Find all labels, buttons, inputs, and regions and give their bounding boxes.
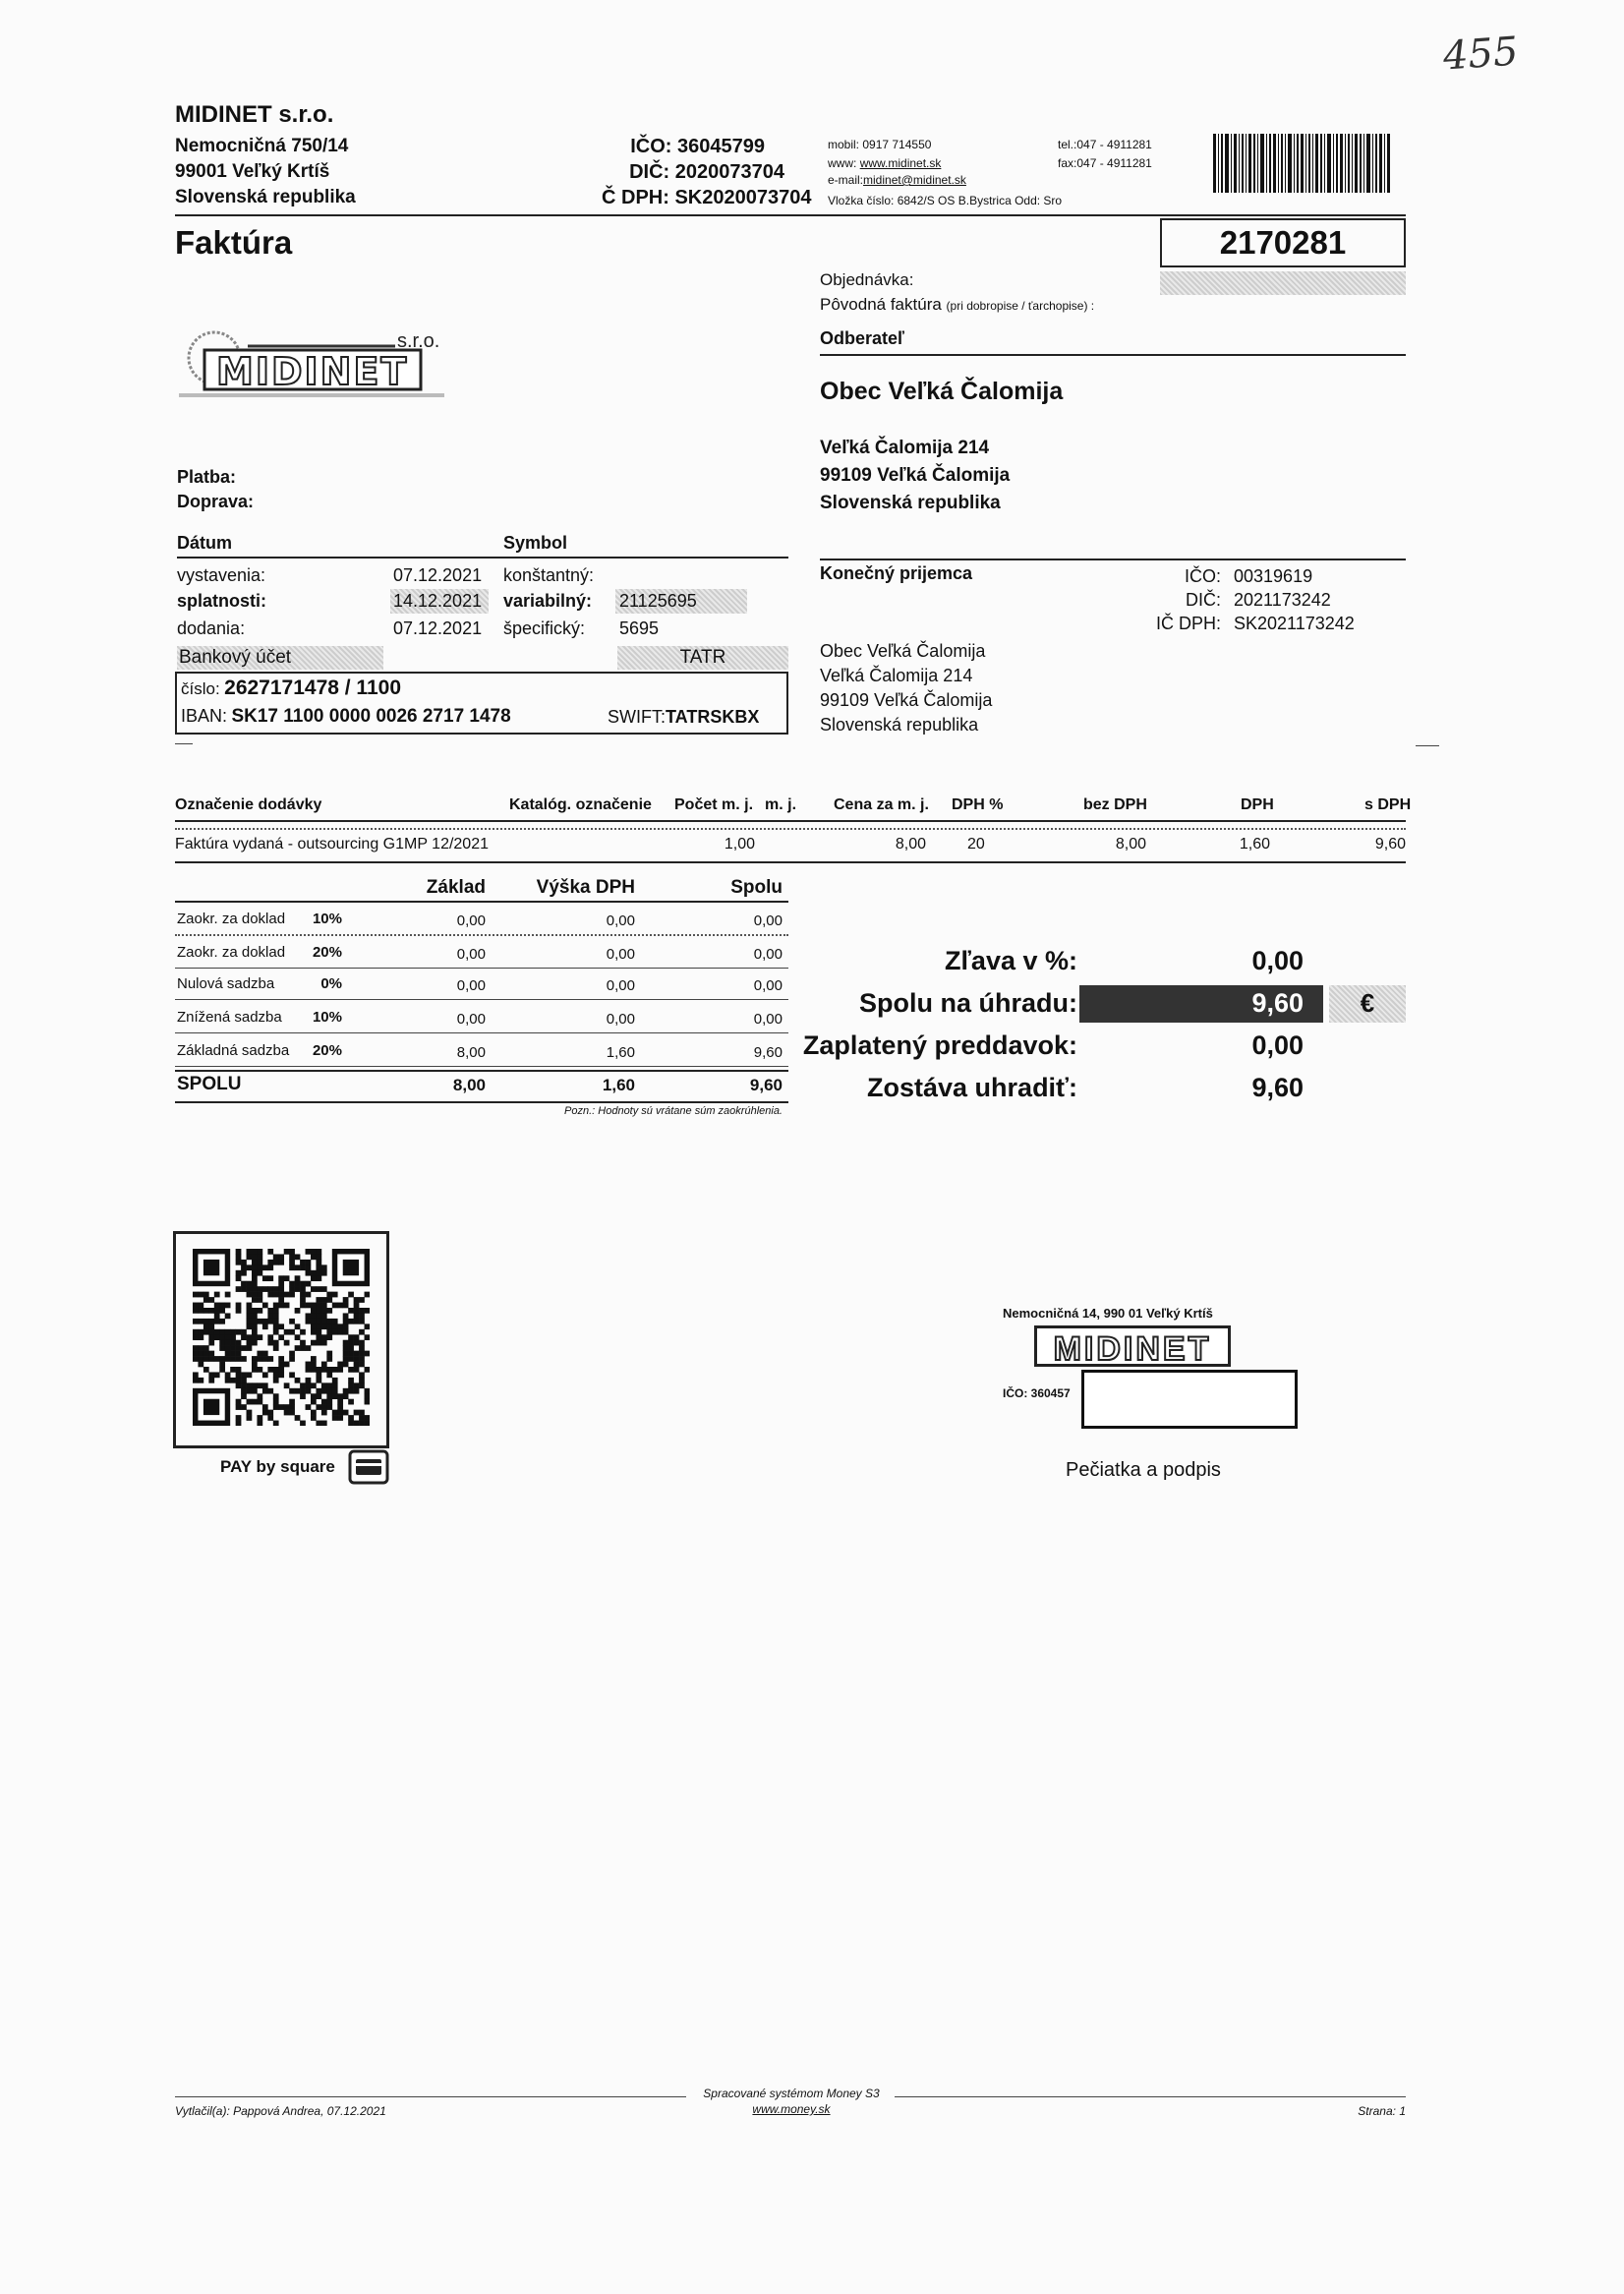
vat-row-total: 0,00 xyxy=(753,946,783,963)
zostava-value: 9,60 xyxy=(1251,1073,1304,1102)
vat-row xyxy=(0,905,806,936)
footer-page: Strana: 1 xyxy=(1358,2104,1406,2118)
spolu-value: 9,60 xyxy=(1251,988,1304,1018)
vat-row-base: 0,00 xyxy=(456,977,486,994)
zlava-label: Zľava v %: xyxy=(945,946,1077,975)
vat-total-rule xyxy=(175,1070,788,1072)
barcode xyxy=(1213,134,1390,193)
item-qty: 1,00 xyxy=(724,836,755,853)
vat-row-base: 0,00 xyxy=(456,1011,486,1028)
supplier-tel: tel.:047 - 4911281 xyxy=(1058,138,1152,151)
dodania-label: dodania: xyxy=(177,618,246,638)
bank-swift-label: SWIFT: xyxy=(608,707,666,727)
supplier-country: Slovenská republika xyxy=(175,187,356,207)
bank-iban-label: IBAN: xyxy=(181,706,228,726)
vat-row-vat: 0,00 xyxy=(606,946,635,963)
items-header-dots xyxy=(175,828,1406,830)
item-gross: 9,60 xyxy=(1374,836,1406,853)
vat-row-rule xyxy=(175,1032,788,1033)
vat-row-vat: 0,00 xyxy=(606,912,635,929)
stamp-logo-box xyxy=(1034,1325,1231,1367)
vat-row xyxy=(0,1003,806,1034)
bank-swift: TATRSKBX xyxy=(666,707,760,727)
vat-total-base: 8,00 xyxy=(452,1076,486,1094)
items-header-gross: s DPH xyxy=(1364,796,1412,813)
recipient-rule xyxy=(820,559,1406,560)
currency: € xyxy=(1360,988,1375,1018)
footer-rule-left xyxy=(175,2096,686,2097)
supplier-city: 99001 Veľký Krtíš xyxy=(175,161,330,182)
vat-row-base: 0,00 xyxy=(456,946,486,963)
vat-header-total: Spolu xyxy=(730,877,783,898)
invoice-number: 2170281 xyxy=(1219,224,1347,261)
supplier-www-row xyxy=(828,156,941,170)
items-bottom-rule xyxy=(175,861,1406,863)
recipient-dic-label: DIČ: xyxy=(1186,590,1221,610)
vat-row-rate: 20% xyxy=(312,1042,342,1059)
header-rule xyxy=(175,214,1406,216)
logo-suffix: s.r.o. xyxy=(397,330,440,352)
stamp-address: Nemocničná 14, 990 01 Veľký Krtíš xyxy=(1003,1306,1213,1321)
recipient-dic: 2021173242 xyxy=(1234,590,1331,610)
vat-row-rate: 10% xyxy=(312,911,342,927)
recipient-icdph: SK2021173242 xyxy=(1234,614,1355,633)
stamp-logo: MIDINET xyxy=(1034,1325,1231,1367)
items-header-vatpct: DPH % xyxy=(952,796,1004,813)
recipient-city: 99109 Veľká Čalomija xyxy=(820,690,993,710)
www-link[interactable]: www.midinet.sk xyxy=(859,156,942,170)
vat-row xyxy=(0,1036,806,1068)
stamp-caption: Pečiatka a podpis xyxy=(1066,1459,1221,1481)
platba-label: Platba: xyxy=(177,467,237,487)
footer-system: Spracované systémom Money S3 xyxy=(703,2087,880,2100)
odberatel-label: Odberateľ xyxy=(820,328,904,348)
items-header-net: bez DPH xyxy=(1083,796,1147,813)
odberatel-rule xyxy=(820,354,1406,356)
vat-row-label: Znížená sadzba xyxy=(177,1009,282,1026)
bank-cislo: 2627171478 / 1100 xyxy=(224,676,401,699)
recipient-street: Veľká Čalomija 214 xyxy=(820,666,973,685)
splatnosti-value: 14.12.2021 xyxy=(393,591,483,611)
preddavok-value: 0,00 xyxy=(1251,1030,1304,1060)
side-tick xyxy=(1416,745,1439,746)
povodna-row xyxy=(820,295,1094,315)
vat-row-label: Základná sadzba xyxy=(177,1042,290,1059)
vat-row-label: Zaokr. za doklad xyxy=(177,944,286,961)
dodania-value: 07.12.2021 xyxy=(393,618,483,638)
recipient-ico: 00319619 xyxy=(1234,566,1313,586)
odberatel-street: Veľká Čalomija 214 xyxy=(820,438,990,458)
vat-row-label: Nulová sadzba xyxy=(177,975,275,992)
supplier-dic: DIČ: 2020073704 xyxy=(629,161,784,183)
recipient-country: Slovenská republika xyxy=(820,715,979,735)
povodna-note: (pri dobropise / ťarchopise) : xyxy=(946,299,1095,313)
zostava-label: Zostáva uhradiť: xyxy=(867,1073,1077,1102)
items-header-catalog: Katalóg. označenie xyxy=(509,796,652,813)
vat-row-label: Zaokr. za doklad xyxy=(177,911,286,927)
povodna-label: Pôvodná faktúra xyxy=(820,295,942,314)
footer-rule-right xyxy=(895,2096,1406,2097)
datum-label: Dátum xyxy=(177,533,233,553)
supplier-street: Nemocničná 750/14 xyxy=(175,136,349,156)
specificky-value: 5695 xyxy=(619,618,660,638)
odberatel-country: Slovenská republika xyxy=(820,493,1001,513)
www-label: www: xyxy=(828,156,857,170)
recipient-label: Konečný prijemca xyxy=(820,563,973,583)
recipient-icdph-label: IČ DPH: xyxy=(1155,614,1221,633)
invoice-number-box xyxy=(1160,218,1406,267)
vat-note: Pozn.: Hodnoty sú vrátane súm zaokrúhlenia. xyxy=(564,1105,783,1117)
vat-row-total: 0,00 xyxy=(753,1011,783,1028)
items-header-rule xyxy=(175,820,1406,822)
card-icon xyxy=(348,1449,389,1485)
bank-cislo-label: číslo: xyxy=(181,679,220,698)
supplier-fax: fax:047 - 4911281 xyxy=(1058,156,1152,170)
supplier-email-row xyxy=(828,173,966,187)
vystavenia-label: vystavenia: xyxy=(177,565,266,585)
specificky-label: špecifický: xyxy=(503,618,586,638)
vat-row-total: 9,60 xyxy=(753,1044,783,1061)
supplier-vlozka: Vložka číslo: 6842/S OS B.Bystrica Odd: Sro xyxy=(828,194,1063,207)
vat-row xyxy=(0,970,806,1001)
qr-bottom-rule xyxy=(173,1445,389,1448)
item-net: 8,00 xyxy=(1115,836,1146,853)
item-price: 8,00 xyxy=(895,836,926,853)
vat-row-rule xyxy=(175,1066,788,1067)
dates-rule xyxy=(177,557,788,559)
vat-row-base: 8,00 xyxy=(456,1044,486,1061)
supplier-name: MIDINET s.r.o. xyxy=(175,101,334,128)
invoice-title: Faktúra xyxy=(175,224,293,261)
item-desc: Faktúra vydaná - outsourcing G1MP 12/2021 xyxy=(175,836,489,853)
odberatel-name: Obec Veľká Čalomija xyxy=(820,378,1064,405)
items-header-price: Cena za m. j. xyxy=(834,796,929,813)
vat-row-rate: 10% xyxy=(312,1009,342,1026)
bank-iban-row xyxy=(181,706,511,728)
items-header-vat: DPH xyxy=(1241,796,1274,813)
preddavok-label: Zaplatený preddavok: xyxy=(802,1030,1077,1060)
bank-code: TATR xyxy=(679,647,726,668)
vat-total-vat: 1,60 xyxy=(602,1076,635,1094)
supplier-mobil: mobil: 0917 714550 xyxy=(828,138,932,151)
vat-row-rate: 20% xyxy=(312,944,342,961)
items-header-unit: m. j. xyxy=(765,796,797,813)
vat-row-rule xyxy=(175,934,788,936)
table-row xyxy=(0,834,1624,859)
doprava-label: Doprava: xyxy=(177,492,255,511)
symbol-label: Symbol xyxy=(503,533,568,553)
vat-row-rule xyxy=(175,968,788,969)
vat-row-total: 0,00 xyxy=(753,977,783,994)
vat-row-vat: 0,00 xyxy=(606,977,635,994)
vat-total-label: SPOLU xyxy=(177,1074,242,1094)
footer-system-url[interactable]: www.money.sk xyxy=(752,2102,831,2116)
item-vatpct: 20 xyxy=(967,836,985,853)
bank-label: Bankový účet xyxy=(179,647,292,668)
bank-iban: SK17 1100 0000 0026 2717 1478 xyxy=(231,706,511,727)
odberatel-city: 99109 Veľká Čalomija xyxy=(820,465,1011,486)
handwritten-note: 455 xyxy=(1441,29,1520,80)
items-header-qty: Počet m. j. xyxy=(674,796,754,813)
email-label: e-mail: xyxy=(828,173,864,187)
recipient-name: Obec Veľká Čalomija xyxy=(820,641,986,661)
objednavka-label: Objednávka: xyxy=(820,270,914,289)
items-header-desc: Označenie dodávky xyxy=(175,796,322,813)
bank-swift-row xyxy=(608,707,759,728)
item-vat: 1,60 xyxy=(1239,836,1270,853)
vat-total-total: 9,60 xyxy=(749,1076,783,1094)
supplier-ico: IČO: 36045799 xyxy=(630,136,765,157)
email-link[interactable]: midinet@midinet.sk xyxy=(863,173,966,187)
vat-row-vat: 1,60 xyxy=(606,1044,635,1061)
variabilny-label: variabilný: xyxy=(503,591,593,611)
vat-row xyxy=(0,938,806,970)
bank-cislo-row xyxy=(181,676,401,700)
vat-row-rule xyxy=(175,999,788,1000)
vystavenia-value: 07.12.2021 xyxy=(393,565,483,585)
vat-row-total: 0,00 xyxy=(753,912,783,929)
vat-row-vat: 0,00 xyxy=(606,1011,635,1028)
recipient-ico-label: IČO: xyxy=(1184,566,1221,586)
vat-row-base: 0,00 xyxy=(456,912,486,929)
vat-header-rule xyxy=(175,901,788,903)
variabilny-value: 21125695 xyxy=(619,591,697,611)
supplier-icdph: Č DPH: SK2020073704 xyxy=(602,187,812,208)
spolu-label: Spolu na úhradu: xyxy=(859,988,1077,1018)
vat-total-bottom-rule xyxy=(175,1101,788,1103)
konstantny-label: konštantný: xyxy=(503,565,595,585)
logo-text: MIDINET xyxy=(216,350,409,393)
company-logo xyxy=(179,324,454,399)
side-tick-left xyxy=(175,743,193,744)
signature-box[interactable] xyxy=(1081,1370,1298,1429)
vat-row-rate: 0% xyxy=(320,975,342,992)
qr-caption: PAY by square xyxy=(220,1457,335,1476)
vat-header-base: Základ xyxy=(426,877,486,898)
invoice-number-shade xyxy=(1160,271,1406,295)
splatnosti-label: splatnosti: xyxy=(177,591,267,611)
footer-printed-by: Vytlačil(a): Pappová Andrea, 07.12.2021 xyxy=(175,2104,386,2118)
qr-code xyxy=(193,1249,370,1426)
stamp-ico: IČO: 360457 xyxy=(1003,1386,1071,1400)
vat-header-vat: Výška DPH xyxy=(536,877,635,898)
zlava-value: 0,00 xyxy=(1251,946,1304,975)
